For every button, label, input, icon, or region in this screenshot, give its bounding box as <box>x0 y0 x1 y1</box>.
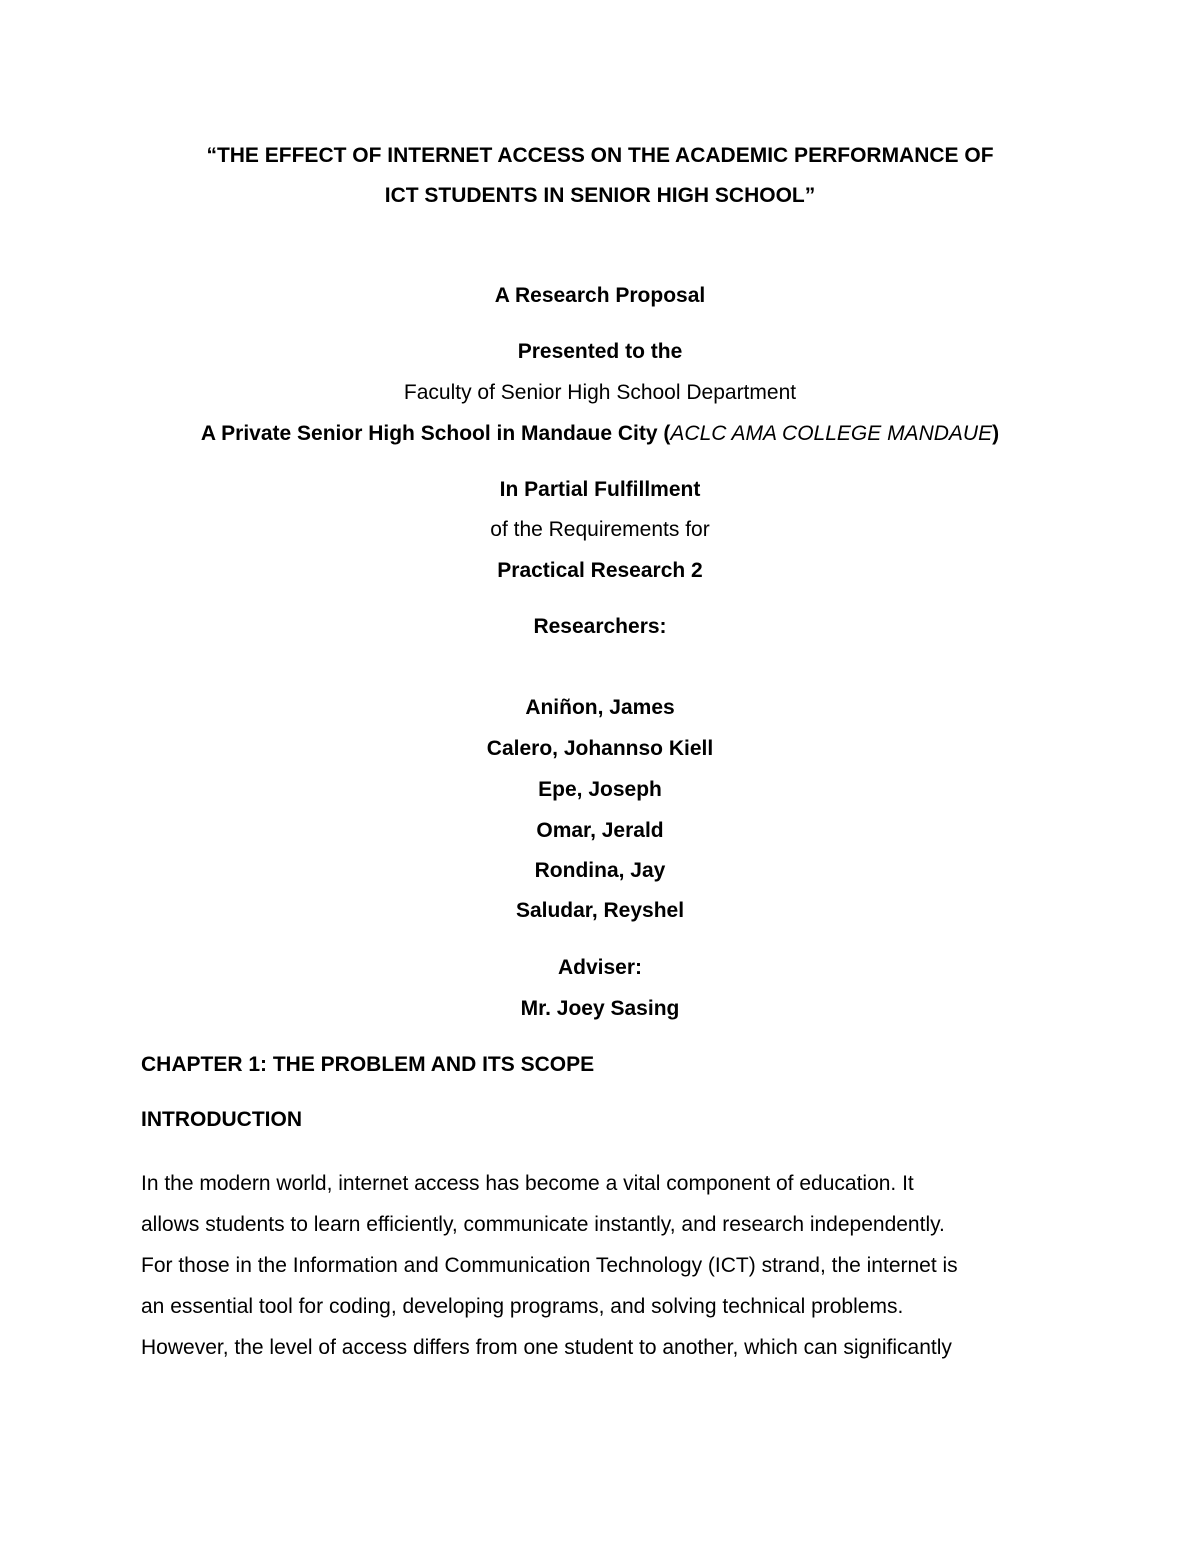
presented-to: Presented to the <box>517 340 683 363</box>
school-line <box>0 421 1200 447</box>
school-close-paren: ) <box>992 422 1000 445</box>
researcher-name: Rondina, Jay <box>534 859 666 882</box>
researcher-name: Epe, Joseph <box>538 778 662 801</box>
section-heading: INTRODUCTION <box>141 1108 302 1131</box>
paragraph-line: However, the level of access differs from one student to another, which can significantly <box>141 1336 952 1359</box>
title-line-1: “THE EFFECT OF INTERNET ACCESS ON THE ACADEMIC PERFORMANCE OF <box>206 144 994 167</box>
requirements-line: of the Requirements for <box>490 518 710 541</box>
school-campus: ACLC AMA COLLEGE MANDAUE <box>670 422 993 445</box>
paragraph-line: an essential tool for coding, developing programs, and solving technical problems. <box>141 1295 904 1318</box>
adviser-label: Adviser: <box>557 956 643 979</box>
researcher-name: Saludar, Reyshel <box>515 899 685 922</box>
introduction-paragraph <box>141 1163 1061 1368</box>
researcher-name: Aniñon, James <box>525 696 675 719</box>
researchers-label: Researchers: <box>533 615 667 638</box>
proposal-label: A Research Proposal <box>494 284 706 307</box>
title-line-2: ICT STUDENTS IN SENIOR HIGH SCHOOL” <box>384 184 816 207</box>
researcher-name: Omar, Jerald <box>536 819 664 842</box>
paragraph-line: allows students to learn efficiently, communicate instantly, and research independently. <box>141 1213 945 1236</box>
paragraph-line: For those in the Information and Communication Technology (ICT) strand, the internet is <box>141 1254 958 1277</box>
paragraph-line: In the modern world, internet access has become a vital component of education. It <box>141 1172 914 1195</box>
school-open-paren: ( <box>657 422 671 445</box>
researcher-name: Calero, Johannso Kiell <box>486 737 714 760</box>
fulfillment-line: In Partial Fulfillment <box>499 478 701 501</box>
school-name: A Private Senior High School in Mandaue City <box>200 422 658 445</box>
course-line: Practical Research 2 <box>497 559 703 582</box>
adviser-name: Mr. Joey Sasing <box>520 997 680 1020</box>
chapter-heading: CHAPTER 1: THE PROBLEM AND ITS SCOPE <box>141 1053 595 1076</box>
faculty-line: Faculty of Senior High School Department <box>403 381 797 404</box>
